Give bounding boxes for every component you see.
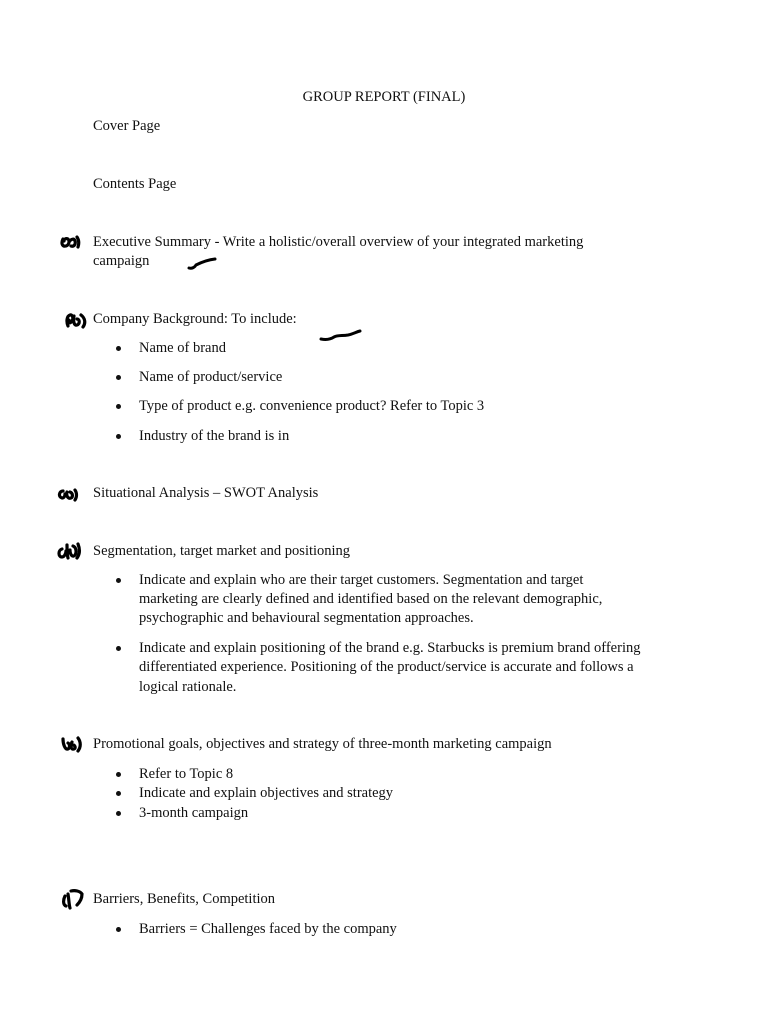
segmentation-bullet-2-line-2: differentiated experience. Positioning of the product/service is accurate and follows a [139,659,634,675]
bullet-dot [116,811,121,816]
executive-summary-line-1: Executive Summary - Write a holistic/overall overview of your integrated marketing [93,234,584,250]
document-title: GROUP REPORT (FINAL) [302,89,466,105]
promotional-goals-heading: Promotional goals, objectives and strategy of three-month marketing campaign [93,736,552,752]
segmentation-bullet-1-line-3: psychographic and behavioural segmentation approaches. [139,610,474,626]
segmentation-bullet-1-line-2: marketing are clearly defined and identified based on the relevant demographic, [139,591,603,607]
bullet-dot [116,772,121,777]
promotional-goals-bullet-1: Refer to Topic 8 [139,766,234,782]
situational-analysis-heading: Situational Analysis – SWOT Analysis [93,485,319,501]
bullet-dot [116,434,121,439]
handwritten-e-mark [60,735,84,753]
handwritten-f-mark [60,888,86,910]
bullet-dot [116,646,121,651]
handwritten-a-mark [60,234,82,250]
bullet-dot [116,578,121,583]
bullet-dot [116,791,121,796]
company-background-heading: Company Background: To include: [93,311,297,327]
handwritten-tick-mark [186,255,218,271]
segmentation-bullet-2-line-1: Indicate and explain positioning of the brand e.g. Starbucks is premium brand offering [139,640,641,656]
cover-page-line: Cover Page [93,118,161,134]
bullet-dot [116,346,121,351]
company-background-bullet-1: Name of brand [139,340,226,356]
segmentation-bullet-1-line-1: Indicate and explain who are their target customers. Segmentation and target [139,572,584,588]
company-background-bullet-3: Type of product e.g. convenience product? Refer to Topic 3 [139,398,485,414]
barriers-bullet-1: Barriers = Challenges faced by the company [139,921,397,937]
company-background-bullet-2: Name of product/service [139,369,283,385]
handwritten-c-mark [56,486,80,502]
company-background-bullet-4: Industry of the brand is in [139,428,290,444]
executive-summary-line-2: campaign [93,253,150,269]
bullet-dot [116,404,121,409]
bullet-dot [116,927,121,932]
handwritten-d-mark [56,541,82,561]
segmentation-bullet-2-line-3: logical rationale. [139,679,237,695]
barriers-heading: Barriers, Benefits, Competition [93,891,276,907]
handwritten-b-mark [64,311,88,329]
contents-page-line: Contents Page [93,176,177,192]
promotional-goals-bullet-3: 3-month campaign [139,805,249,821]
bullet-dot [116,375,121,380]
handwritten-tick-mark [318,328,364,344]
promotional-goals-bullet-2: Indicate and explain objectives and strategy [139,785,394,801]
segmentation-heading: Segmentation, target market and positioning [93,543,351,559]
